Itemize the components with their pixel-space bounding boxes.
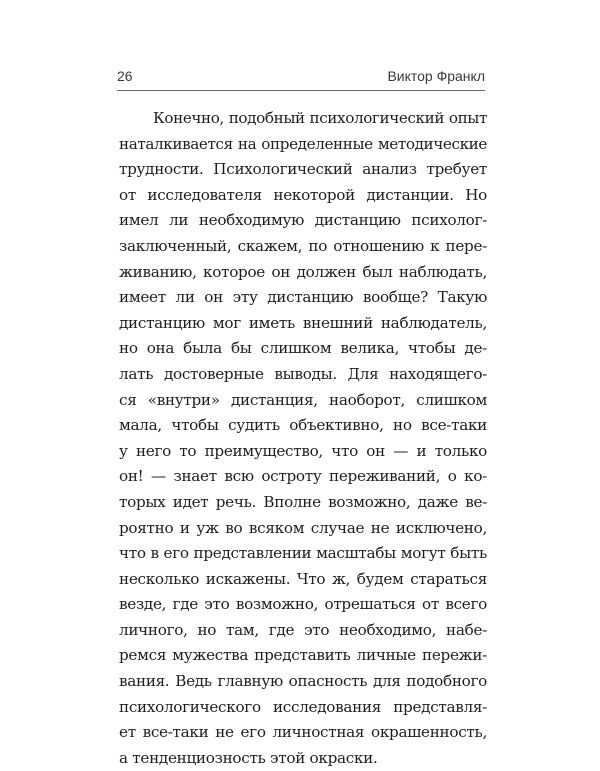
text-line: что в его представлении масштабы могут быть [119, 544, 487, 563]
text-line: ет все-таки не его личностная окрашенность, [119, 723, 487, 742]
text-line: вания. Ведь главную опасность для подобного [119, 672, 487, 691]
text-line: ремся мужества представить личные пережи- [119, 646, 487, 665]
text-line: роятно и уж во всяком случае не исключено, [119, 518, 487, 537]
text-line: живанию, которое он должен был наблюдать, [119, 262, 487, 281]
text-line: дистанцию мог иметь внешний наблюдатель, [119, 313, 487, 332]
text-line: везде, где это возможно, отрешаться от всего [119, 595, 487, 614]
text-line: Конечно, подобный психологический опыт [153, 109, 487, 127]
text-line: ся «внутри» дистанция, наоборот, слишком [119, 390, 487, 409]
text-line: трудности. Психологический анализ требует [119, 160, 487, 179]
text-line: но она была бы слишком велика, чтобы де- [119, 339, 487, 358]
text-line: личного, но там, где это необходимо, набе- [119, 620, 487, 639]
text-line: наталкивается на определенные методические [119, 134, 487, 153]
text-line: лать достоверные выводы. Для находящего- [119, 364, 487, 383]
text-line: он! — знает всю остроту переживаний, о ко- [119, 467, 487, 486]
text-line: от исследователя некоторой дистанции. Но [119, 185, 487, 204]
body-paragraph [119, 106, 487, 771]
author-name: Виктор Франкл [387, 68, 485, 84]
text-line: психологического исследования представля- [119, 697, 487, 716]
text-line: несколько искажены. Что ж, будем стараться [119, 569, 487, 588]
text-line: у него то преимущество, что он — и только [119, 441, 487, 460]
text-line: имеет ли он эту дистанцию вообще? Такую [119, 288, 487, 307]
text-line: заключенный, скажем, по отношению к пере- [119, 236, 487, 255]
text-line: торых идет речь. Вполне возможно, даже ве- [119, 492, 487, 511]
text-line: а тенденциозность этой окраски. [119, 748, 378, 767]
text-line: мала, чтобы судить объективно, но все-таки [119, 416, 487, 435]
page-number: 26 [117, 68, 133, 84]
running-header [117, 62, 485, 91]
text-line: имел ли необходимую дистанцию психолог- [119, 211, 487, 230]
